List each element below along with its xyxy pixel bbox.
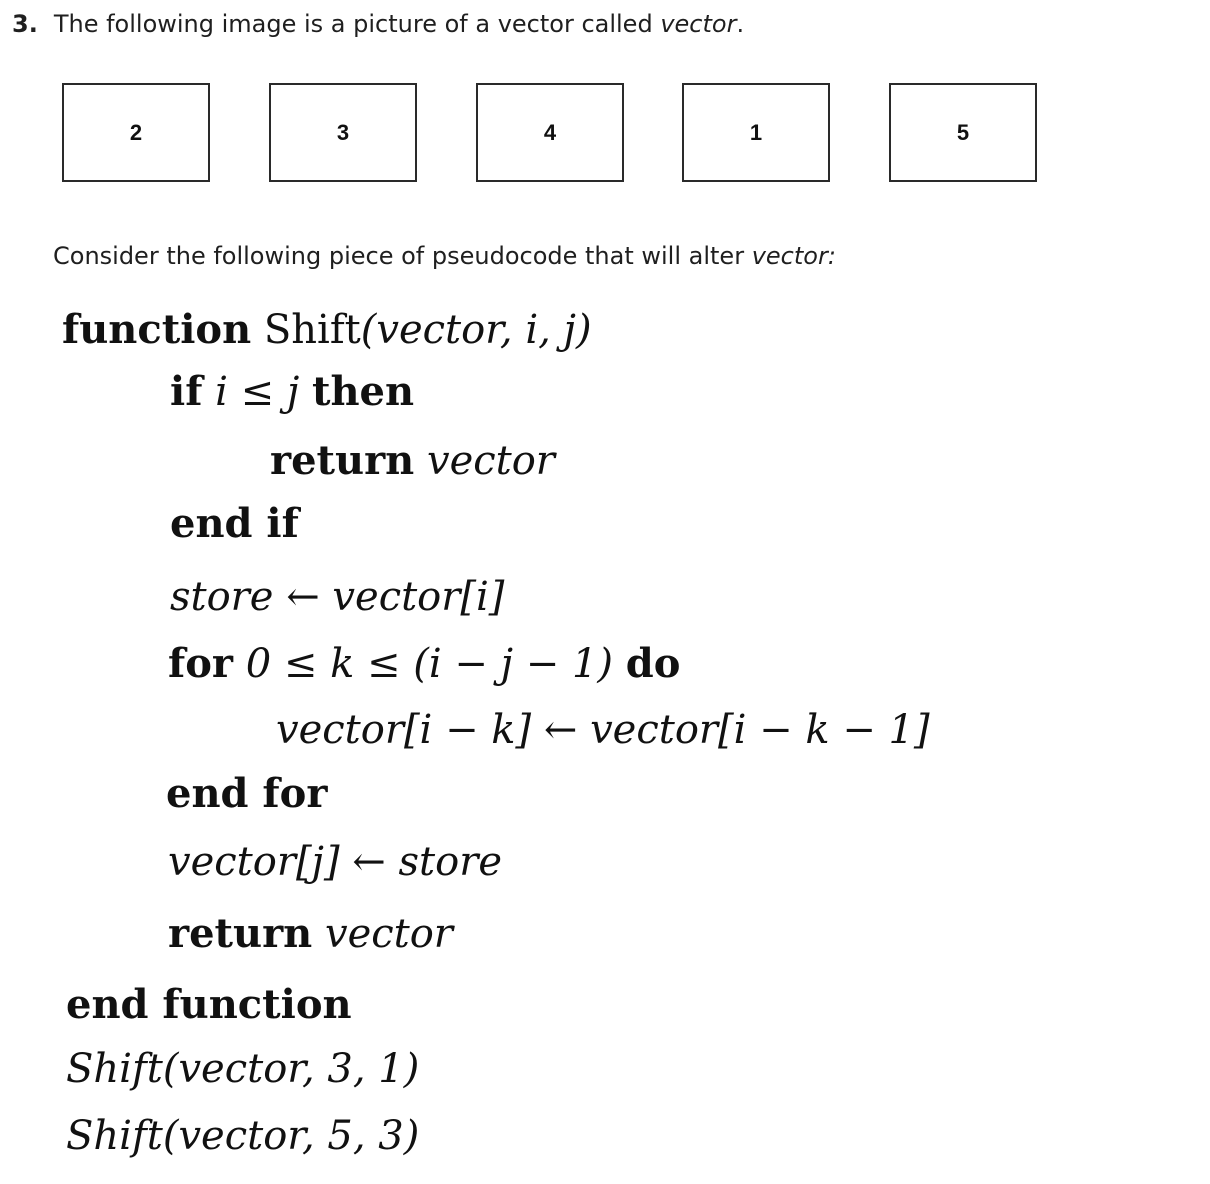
vector-cell-4 <box>889 83 1037 182</box>
code-end-if: end if <box>170 500 299 547</box>
vector-cell-1 <box>269 83 417 182</box>
vector-cell-0 <box>62 83 210 182</box>
for-keyword: for <box>168 640 233 687</box>
code-for-line <box>168 640 680 688</box>
code-final-return-line <box>168 910 453 958</box>
vector-cell-2 <box>476 83 624 182</box>
vector-cell-value: 2 <box>129 119 143 145</box>
function-keyword: function <box>62 306 252 353</box>
for-range: 0 ≤ k ≤ (i − j − 1) <box>245 641 614 687</box>
vector-cell-value: 5 <box>956 119 970 145</box>
function-params: (vector, i, j) <box>360 307 592 353</box>
return-value: vector <box>426 438 555 484</box>
question-number: 3. <box>12 10 38 38</box>
code-assign-line: vector[j] ← store <box>168 839 502 885</box>
vector-cell-value: 4 <box>543 119 557 145</box>
code-function-signature <box>62 306 592 354</box>
final-return-value: vector <box>324 911 453 957</box>
if-condition: i ≤ j <box>215 369 300 415</box>
consider-vector-name: vector: <box>751 242 836 270</box>
do-keyword: do <box>625 640 681 687</box>
code-return-line <box>270 437 555 485</box>
vector-cell-value: 1 <box>749 119 763 145</box>
vector-cell-3 <box>682 83 830 182</box>
code-call-1: Shift(vector, 3, 1) <box>66 1046 420 1092</box>
question-text: The following image is a picture of a vector called <box>53 10 661 38</box>
final-return-keyword: return <box>168 910 313 957</box>
if-keyword: if <box>170 368 203 415</box>
code-loop-body: vector[i − k] ← vector[i − k − 1] <box>276 707 930 753</box>
code-end-function: end function <box>66 981 352 1028</box>
code-call-2: Shift(vector, 5, 3) <box>66 1113 420 1159</box>
question-header <box>12 8 744 40</box>
then-keyword: then <box>311 368 415 415</box>
consider-text-body: Consider the following piece of pseudocode that will alter <box>53 242 752 270</box>
function-name: Shift <box>263 307 361 353</box>
return-keyword: return <box>270 437 415 484</box>
consider-text <box>53 240 836 272</box>
question-vector-name: vector <box>660 10 737 38</box>
code-store-line: store ← vector[i] <box>170 574 505 620</box>
code-end-for: end for <box>166 770 328 817</box>
question-text-end: . <box>736 10 745 38</box>
vector-cell-value: 3 <box>336 119 350 145</box>
code-if-line <box>170 368 414 416</box>
